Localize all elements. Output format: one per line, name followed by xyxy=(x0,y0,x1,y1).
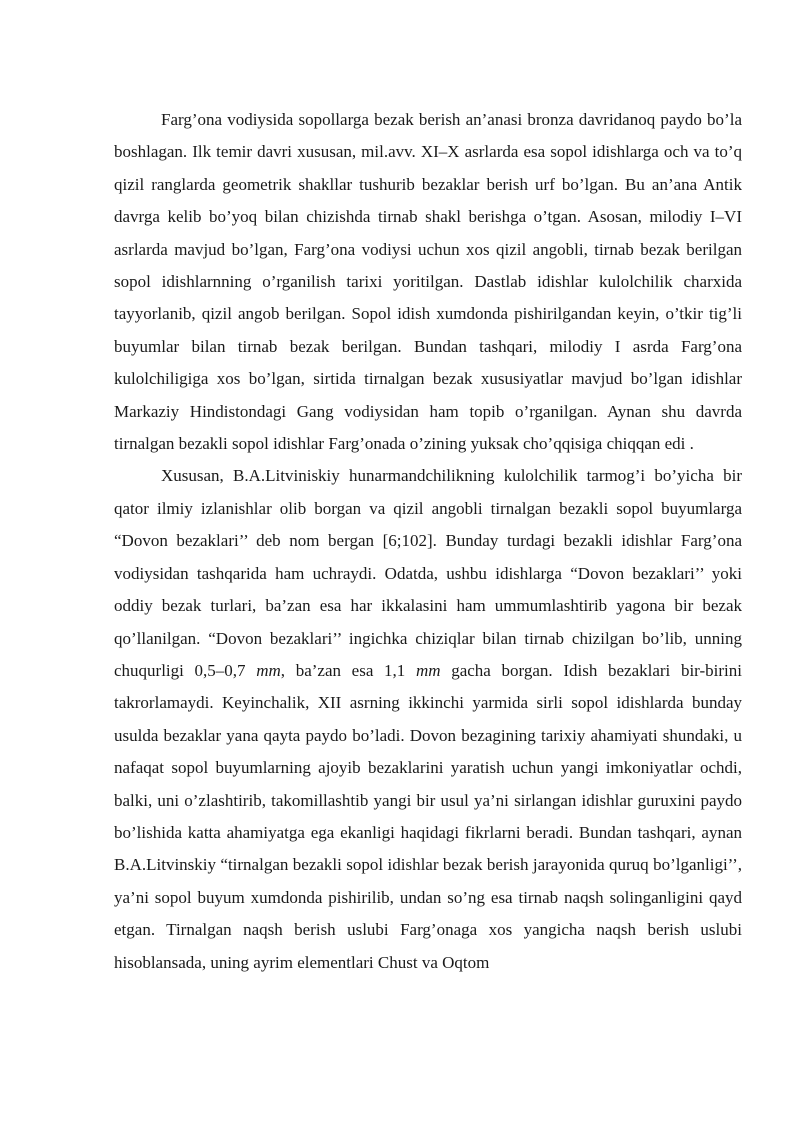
paragraph-2-text-a: Xususan, B.A.Litviniskiy hunarmandchilikning kulolchilik tarmog’i bo’yicha bir qator ilmiy izlanishlar olib borgan va qizil angobli tirnalgan bezakli sopol buyumlarga “Dovon bezaklari’’ deb nom bergan [6;102]. Bunday turdagi bezakli idishlar Farg’ona vodiysidan tashqarida ham uchraydi. Odatda, ushbu idishlarga “Dovon bezaklari’’ yoki oddiy bezak turlari, ba’zan esa har ikkalasini ham ummumlashtirib yagona bir bezak qo’llanilgan. “Dovon bezaklari’’ ingichka chiziqlar bilan tirnab chizilgan bo’lib, unning chuqurligi 0,5–0,7 xyxy=(114,466,742,680)
unit-mm-1: mm xyxy=(256,660,281,680)
paragraph-2 xyxy=(114,460,742,979)
paragraph-1-text: Farg’ona vodiysida sopollarga bezak berish an’anasi bronza davridanoq paydo bo’la boshlagan. Ilk temir davri xususan, mil.avv. XI–X asrlarda esa sopol idishlarga och va to’q qizil ranglarda geometrik shakllar tushurib bezaklar berish urf bo’lgan. Bu an’ana Antik davrga kelib bo’yoq bilan chizishda tirnab shakl berishga o’tgan. Asosan, milodiy I–VI asrlarda mavjud bo’lgan, Farg’ona vodiysi uchun xos qizil angobli, tirnab bezak berilgan sopol idishlarnning o’rganilish tarixi yoritilgan. Dastlab idishlar kulolchilik charxida tayyorlanib, qizil angob berilgan. Sopol idish xumdonda pishirilgandan keyin, o’tkir tig’li buyumlar bilan tirnab bezak berilgan. Bundan tashqari, milodiy I asrda Farg’ona kulolchiligiga xos bo’lgan, sirtida tirnalgan bezak xususiyatlar mavjud bo’lgan idishlar Markaziy Hindistondagi Gang vodiysidan ham topib o’rganilgan. Aynan shu davrda tirnalgan bezakli sopol idishlar Farg’onada o’zining yuksak cho’qqisiga chiqqan edi . xyxy=(114,110,742,454)
document-page xyxy=(114,104,742,979)
paragraph-2-text-b: , ba’zan esa 1,1 xyxy=(280,660,416,680)
paragraph-1 xyxy=(114,104,742,460)
paragraph-2-text-c: gacha borgan. Idish bezaklari bir-birini takrorlamaydi. Keyinchalik, XII asrning ikkinchi yarmida sirli sopol idishlarda bunday usulda bezaklar yana qayta paydo bo’ladi. Dovon bezagining tarixiy ahamiyati shundaki, u nafaqat sopol buyumlarning ajoyib bezaklarini yaratish uchun yangi imkoniyatlar ochdi, balki, uni o’zlashtirib, takomillashtib yangi bir usul ya’ni sirlangan idishlar guruxini paydo bo’lishida katta ahamiyatga ega ekanligi haqidagi fikrlarni beradi. Bundan tashqari, aynan B.A.Litvinskiy “tirnalgan bezakli sopol idishlar bezak berish jarayonida quruq bo’lganligi’’, ya’ni sopol buyum xumdonda pishirilib, undan so’ng esa tirnab naqsh solinganligini qayd etgan. Tirnalgan naqsh berish uslubi Farg’onaga xos yangicha naqsh berish uslubi hisoblansada, uning ayrim elementlari Chust va Oqtom xyxy=(114,660,742,972)
unit-mm-2: mm xyxy=(415,660,441,680)
